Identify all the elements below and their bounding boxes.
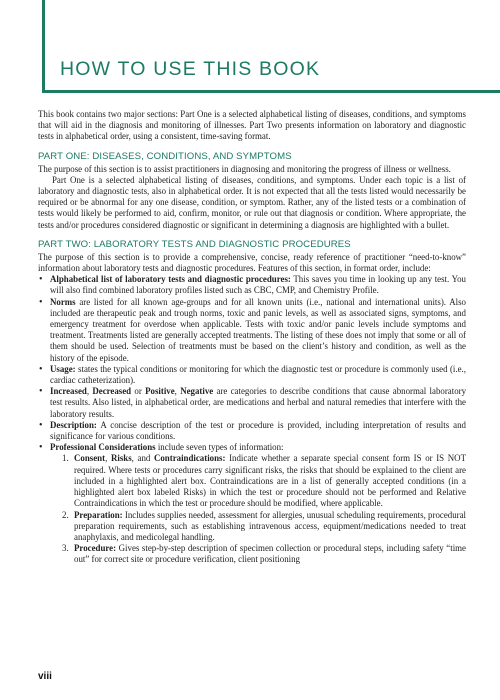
feature-item [38, 364, 466, 386]
feature-text: are listed for all known age-groups and for all known units (i.e., national and international units). Also included are therapeutic peak and trough norms, toxic and panic levels, as well as associated signs, symptoms, and emergency treatment for overdose when applicable. Tests with toxic and/or panic levels include symptoms and treatment. Treatments listed are generally accepted treatments. The listing of these does not imply that some or all of them should be used. Selection of treatments must be based on the client’s history and condition, as well as the history of the episode. [50, 296, 466, 363]
header-horizontal-rule [42, 90, 500, 93]
feature-term: Negative [180, 386, 214, 397]
part-two-heading: PART TWO: LABORATORY TESTS AND DIAGNOSTIC PROCEDURES [38, 238, 351, 250]
feature-term: Norms [50, 296, 76, 307]
consideration-text: Includes supplies needed, assessment for allergies, unusual scheduling requirements, procedural preparation requirements, such as establishing intravenous access, equipment/medications needed to treat anaphylaxis, and medicolegal handling. [74, 509, 466, 542]
consideration-item [62, 510, 466, 544]
consideration-term-sep: , and [131, 453, 154, 464]
feature-item [38, 420, 466, 442]
consideration-term: Contraindications: [153, 453, 226, 464]
feature-term: Professional Considerations [50, 442, 156, 453]
feature-text: This saves you time in looking up any test. You will also find combined laboratory profiles listed such as CBC, CMP, and Chemistry Profile. [50, 274, 466, 296]
feature-term: Alphabetical list of laboratory tests and diagnostic procedures: [50, 274, 291, 285]
feature-text: include seven types of information: [155, 442, 284, 453]
feature-term: Positive [145, 386, 175, 397]
feature-term: Description: [50, 419, 97, 430]
feature-text: states the typical conditions or monitoring for which the diagnostic test or procedure is commonly used (i.e., cardiac catheterization). [50, 363, 466, 386]
feature-term-sep: , [86, 386, 93, 397]
feature-item [38, 274, 466, 296]
consideration-term: Preparation: [74, 509, 123, 520]
consideration-item [62, 543, 466, 565]
consideration-number: 3. [62, 543, 69, 554]
part-one-purpose: The purpose of this section is to assist practitioners in diagnosing and monitoring the progress of illness or wellness. [38, 163, 451, 174]
feature-item [38, 297, 466, 364]
feature-term: Usage: [50, 363, 76, 374]
consideration-term: Risks [110, 453, 132, 464]
feature-term: Increased [50, 386, 87, 397]
consideration-term-sep: , [105, 453, 111, 464]
considerations-list [50, 453, 466, 565]
page-content [38, 109, 466, 566]
part-one-heading: PART ONE: DISEASES, CONDITIONS, AND SYMPTOMS [38, 150, 292, 162]
chapter-title: HOW TO USE THIS BOOK [60, 58, 321, 80]
part-one-description: Part One is a selected alphabetical listing of diseases, conditions, and symptoms. Under each topic is a list of laboratory and diagnostic tests, also in alphabetical order. It is not expected that all the tests listed would necessarily be required or be abnormal for any one disease, condition, or symptom. Rather, any of the listed tests or a combination of tests would likely be performed to aid, confirm, monitor, or rule out that diagnosis or condition. Where appropriate, the tests and/or procedures considered diagnostic or significant in determining a diagnosis are highlighted with a bullet. [38, 174, 466, 230]
page-number: viii [38, 671, 52, 682]
consideration-number: 2. [62, 509, 69, 520]
feature-text: are categories to describe conditions that cause abnormal laboratory test results. Also listed, in alphabetical order, are medications and herbal and natural remedies that interfere with the laboratory results. [50, 386, 467, 419]
features-list [38, 274, 466, 565]
feature-term: Decreased [92, 386, 132, 397]
feature-term-sep: or [131, 386, 146, 397]
feature-item [38, 442, 466, 565]
intro-paragraph: This book contains two major sections: Part One is a selected alphabetical listing of diseases, conditions, and symptoms that will aid in the diagnosis and monitoring of illnesses. Part Two presents information on laboratory and diagnostic tests in alphabetical order, using a consistent, time-saving format. [38, 109, 466, 142]
feature-text: A concise description of the test or procedure is provided, including interpretation of results and significance for various conditions. [50, 419, 466, 442]
consideration-text: Indicate whether a separate special consent form IS or IS NOT required. Where tests or procedures carry significant risks, the risks that should be explained to the client are included in a highlighted alert box. Contraindications are in a list of generally accepted conditions (in a highlighted alert box labeled Risks) in which the test or procedure should not be performed and Relative Contraindications in which the test or procedure should be modified, where applicable. [74, 453, 466, 509]
consideration-text: Gives step-by-step description of specimen collection or procedural steps, including safety “time out” for correct site or procedure verification, client positioning [74, 543, 466, 565]
header-vertical-rule [42, 0, 45, 92]
consideration-item [62, 453, 466, 509]
feature-term-sep: , [174, 386, 181, 397]
part-two-purpose: The purpose of this section is to provide a comprehensive, concise, ready reference of practitioner “need-to-know” information about laboratory tests and diagnostic procedures. Features of this section, in format order, include: [38, 251, 466, 274]
consideration-number: 1. [62, 453, 69, 464]
feature-item [38, 386, 466, 420]
consideration-term: Consent [74, 453, 106, 464]
consideration-term: Procedure: [74, 543, 117, 554]
